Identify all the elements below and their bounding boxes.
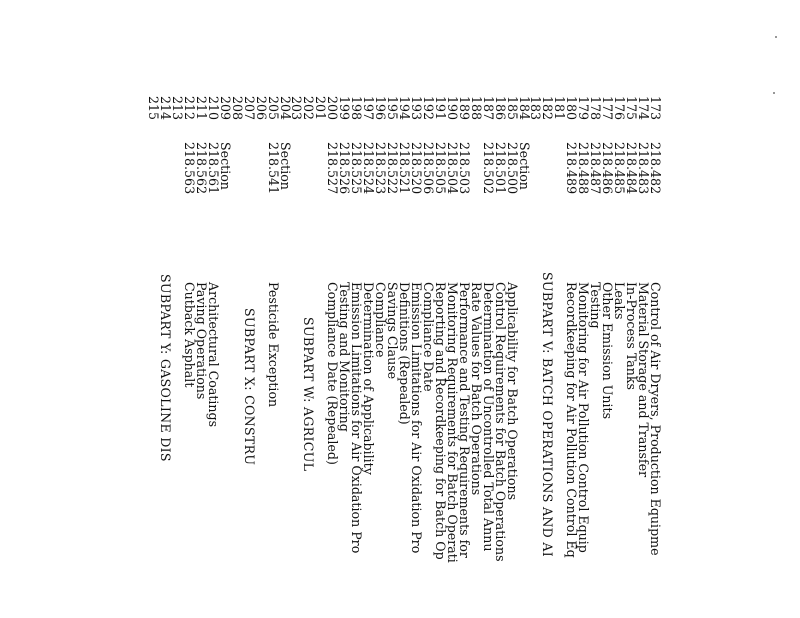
line-number: 182 xyxy=(540,96,556,121)
rotated-toc-listing xyxy=(22,96,662,618)
line-number: 178 xyxy=(588,96,604,121)
scan-speck xyxy=(775,36,777,38)
line-number: 208 xyxy=(229,96,245,121)
line-number: 202 xyxy=(301,96,317,121)
line-number: 188 xyxy=(468,96,484,121)
section-title: Leaks xyxy=(612,282,628,320)
section-title: Determination of Applicability xyxy=(361,282,377,475)
line-number: 173 xyxy=(648,96,663,121)
section-title: Architectural Coatings xyxy=(205,282,221,428)
line-number: 214 xyxy=(158,96,174,121)
section-title: Savings Clause xyxy=(385,282,401,380)
line-number: 180 xyxy=(564,96,580,121)
line-number: 207 xyxy=(241,96,257,121)
section-title: Control of Air Dryers, Production Equipme xyxy=(648,282,663,556)
line-number: 186 xyxy=(492,96,508,121)
line-number: 203 xyxy=(289,96,305,121)
line-number: 209 xyxy=(217,96,233,121)
line-number: 212 xyxy=(181,96,197,121)
line-number: 210 xyxy=(205,96,221,121)
line-number: 193 xyxy=(409,96,424,121)
section-number: 218.523 xyxy=(373,142,389,195)
subpart-heading: SUBPART W: AGRICUL xyxy=(301,317,317,472)
section-title: Testing and Monitoring xyxy=(337,282,353,432)
section-number: 218.525 xyxy=(349,142,365,195)
section-number: Section xyxy=(516,142,532,190)
line-number: 191 xyxy=(432,96,448,121)
line-number: 176 xyxy=(612,96,628,121)
line-number: 195 xyxy=(385,96,401,121)
section-number: 218.488 xyxy=(576,142,592,195)
section-title: Monitoring for Air Pollution Control Equip xyxy=(576,282,592,553)
section-number: 218.482 xyxy=(648,142,663,195)
section-title: Emission Limitations for Air Oxidation Pro xyxy=(349,282,365,554)
section-number: 218.506 xyxy=(420,142,436,195)
line-number: 215 xyxy=(146,96,162,121)
line-number: 211 xyxy=(193,96,209,121)
section-number: 218.486 xyxy=(600,142,616,195)
line-number: 190 xyxy=(444,96,460,121)
section-title: Material Storage and Transfer xyxy=(636,282,652,478)
section-number: 218.484 xyxy=(624,142,640,195)
section-number: 218.501 xyxy=(492,142,508,195)
line-number: 201 xyxy=(313,96,329,121)
line-number: 199 xyxy=(337,96,353,121)
section-number: 218.563 xyxy=(181,142,197,195)
section-title: Applicability for Batch Operations xyxy=(504,282,520,501)
section-title: Compliance Date xyxy=(420,282,436,392)
line-number: 183 xyxy=(528,96,544,121)
line-number: 174 xyxy=(636,96,652,121)
section-number: 218.520 xyxy=(409,142,424,195)
line-number: 194 xyxy=(397,96,413,121)
section-number: 218.561 xyxy=(205,142,221,195)
line-number: 181 xyxy=(552,96,568,121)
section-title: Definitions (Repealed) xyxy=(397,282,413,425)
section-number: 218.524 xyxy=(361,142,377,195)
section-title: Other Emission Units xyxy=(600,282,616,420)
section-number: 218.541 xyxy=(265,142,281,195)
section-number: Section xyxy=(217,142,233,190)
section-number: 218.521 xyxy=(397,142,413,195)
section-number: 218.489 xyxy=(564,142,580,195)
line-number: 198 xyxy=(349,96,365,121)
section-title: Control Requirements for Batch Operations xyxy=(492,282,508,562)
section-title: Reporting and Recordkeeping for Batch Op xyxy=(432,282,448,560)
section-number: 218.526 xyxy=(337,142,353,195)
line-number: 179 xyxy=(576,96,592,121)
line-number: 197 xyxy=(361,96,377,121)
section-title: Testing xyxy=(588,282,604,329)
section-number: 218.503 xyxy=(456,142,472,195)
line-number: 189 xyxy=(456,96,472,121)
section-number: 218.522 xyxy=(385,142,401,195)
section-number: 218.500 xyxy=(504,142,520,195)
section-number: 218.502 xyxy=(480,142,496,195)
section-title: Cutback Asphalt xyxy=(181,282,197,388)
section-title: In-Process Tanks xyxy=(624,282,640,390)
section-title: Compliance Date (Repealed) xyxy=(325,282,341,465)
line-number: 196 xyxy=(373,96,389,121)
line-number: 177 xyxy=(600,96,616,121)
section-number: 218.504 xyxy=(444,142,460,195)
section-number: 218.487 xyxy=(588,142,604,195)
line-number: 175 xyxy=(624,96,640,121)
subpart-heading: SUBPART X: CONSTRU xyxy=(241,308,257,466)
section-title: Recordkeeping for Air Pollution Control Eq xyxy=(564,282,580,558)
section-number: Section xyxy=(277,142,293,190)
section-title: Pesticide Exception xyxy=(265,282,281,408)
line-number: 205 xyxy=(265,96,281,121)
subpart-heading: SUBPART Y: GASOLINE DIS xyxy=(158,274,174,462)
section-number: 218.483 xyxy=(636,142,652,195)
subpart-heading: SUBPART V: BATCH OPERATIONS AND AI xyxy=(540,272,556,558)
section-number: 218.527 xyxy=(325,142,341,195)
section-number: 218.485 xyxy=(612,142,628,195)
scan-speck xyxy=(773,92,775,94)
section-title: Monitoring Requirements for Batch Operati xyxy=(444,282,460,563)
line-number: 184 xyxy=(516,96,532,121)
section-title: Rate Values for Batch Operations xyxy=(468,282,484,496)
section-title: Emission Limitations for Air Oxidation Pro xyxy=(409,282,424,554)
line-number: 204 xyxy=(277,96,293,121)
line-number: 206 xyxy=(253,96,269,121)
section-number: 218.562 xyxy=(193,142,209,195)
section-number: 218.505 xyxy=(432,142,448,195)
section-title: Determination of Uncontrolled Total Annu xyxy=(480,282,496,552)
section-title: Paving Operations xyxy=(193,282,209,400)
line-number: 187 xyxy=(480,96,496,121)
line-number: 200 xyxy=(325,96,341,121)
section-title: Compliance xyxy=(373,282,389,358)
line-number: 192 xyxy=(420,96,436,121)
line-number: 213 xyxy=(170,96,185,121)
line-number: 185 xyxy=(504,96,520,121)
section-title: Performance and Testing Requirements for xyxy=(456,282,472,558)
